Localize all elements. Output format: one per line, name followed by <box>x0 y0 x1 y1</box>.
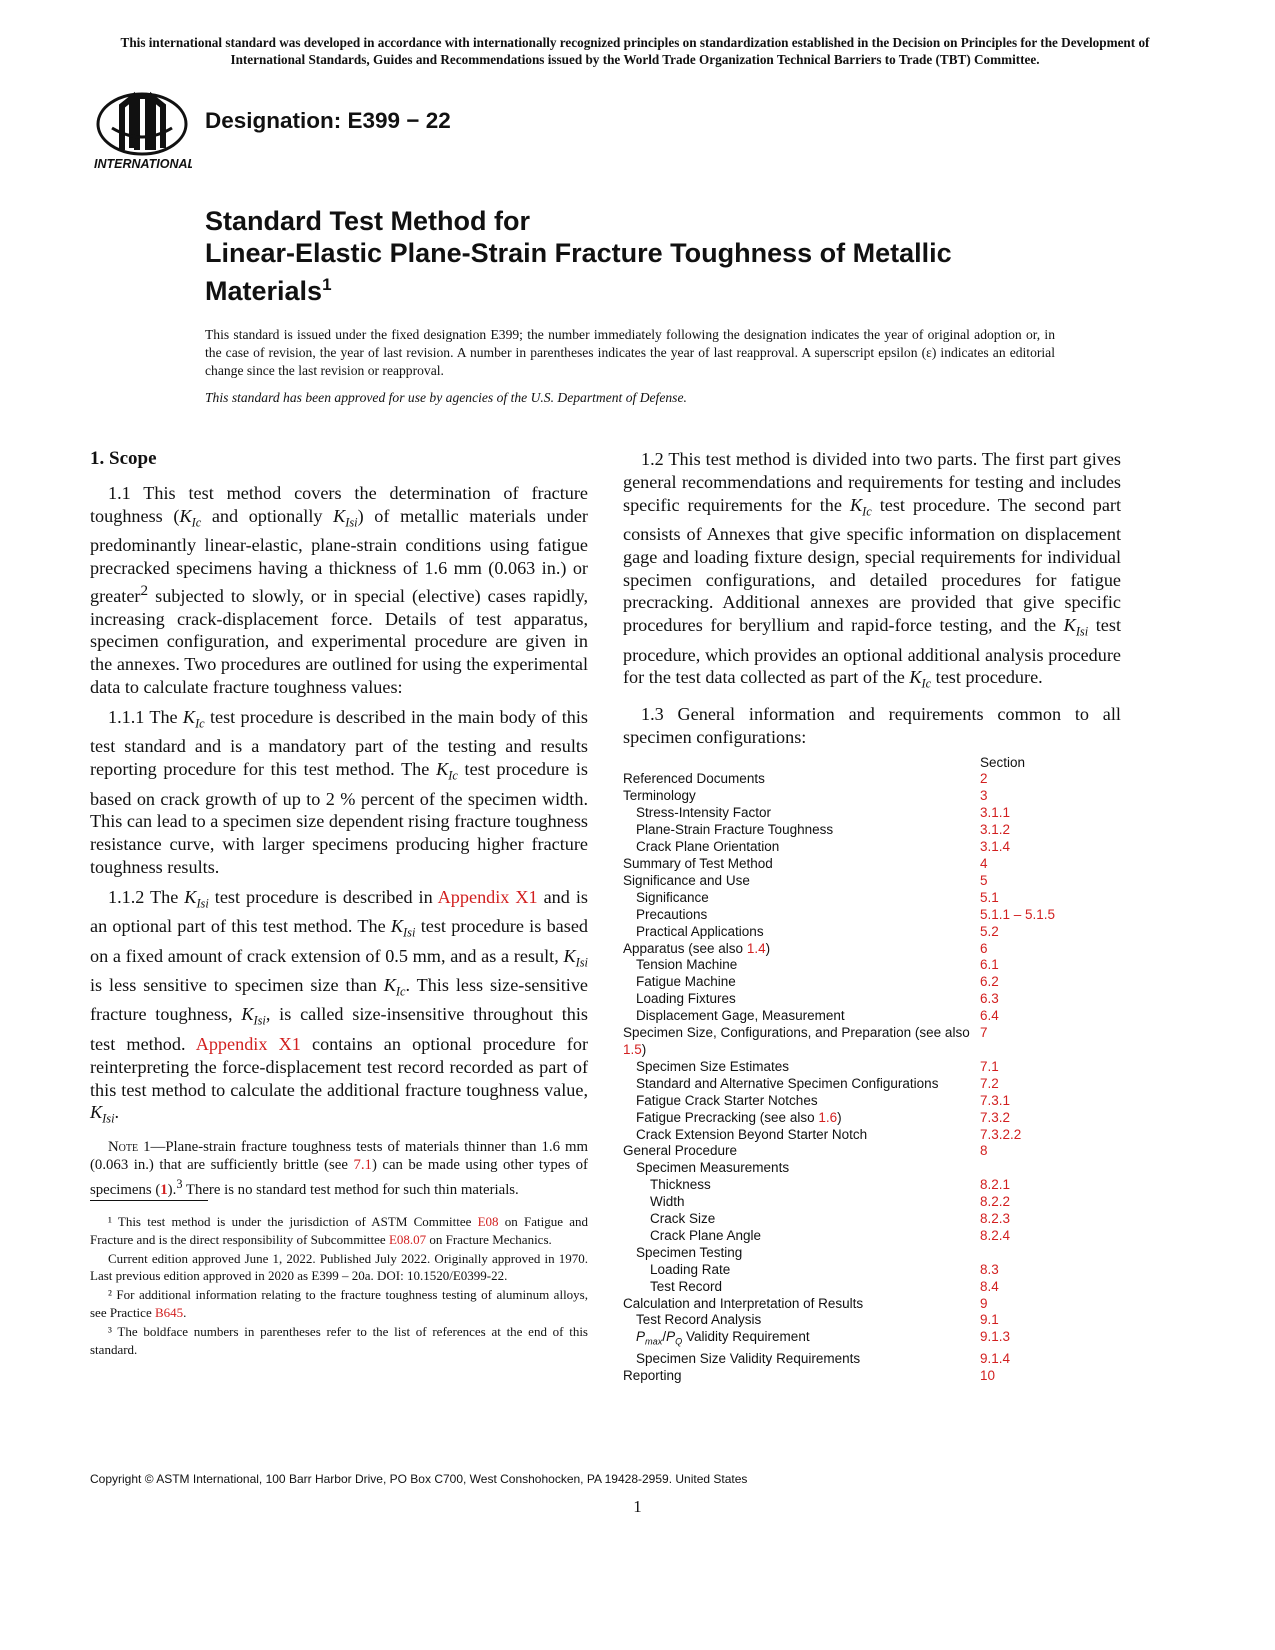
toc-row <box>623 822 1121 839</box>
toc-section-link[interactable]: 9 <box>980 1295 988 1311</box>
toc-inline-link[interactable]: 1.5 <box>623 1041 642 1057</box>
toc-section-link[interactable]: 7.3.2 <box>980 1109 1011 1125</box>
toc-row <box>623 1368 1121 1385</box>
toc-inline-link[interactable]: 1.6 <box>818 1109 838 1125</box>
toc-section-link[interactable]: 8.2.1 <box>980 1177 1011 1193</box>
toc-label: Crack Size <box>650 1211 716 1227</box>
toc-label: Crack Plane Orientation <box>636 839 780 855</box>
toc-section-link[interactable]: 10 <box>980 1367 996 1383</box>
toc-row <box>623 805 1121 822</box>
toc-section-link[interactable]: 5.1 <box>980 889 999 905</box>
approved-note: This standard has been approved for use by agencies of the U.S. Department of Defense. <box>205 390 687 405</box>
toc-label: Tension Machine <box>636 957 738 973</box>
top-notice: This international standard was developed in accordance with internationally recognized principles on standardization established in the Decision on Principles for the Development of International Standards, Guides and Recommendations issued by the World Trade Organization Technical Barriers to Trade (TBT) Committee. <box>120 35 1150 67</box>
toc-section-link[interactable]: 5 <box>980 872 988 888</box>
toc-row <box>623 1059 1121 1076</box>
toc-label: Stress-Intensity Factor <box>636 805 772 821</box>
toc-section-link[interactable]: 3.1.2 <box>980 822 1011 838</box>
issued-note: This standard is issued under the fixed designation E399; the number immediately following the designation indicates the year of original adoption or, in the case of revision, the year of last revision. A number in parentheses indicates the year of last reapproval. A superscript epsilon (ε) indicates an editorial change since the last revision or reapproval. <box>205 327 1055 378</box>
toc-section-link[interactable]: 2 <box>980 771 988 787</box>
toc-section-link[interactable]: 6.4 <box>980 1008 999 1024</box>
toc-row <box>623 1177 1121 1194</box>
footnote-1: ¹ This test method is under the jurisdiction of ASTM Committee E08 on Fatigue and Fracture and is the direct responsibility of Subcommittee E08.07 on Fracture Mechanics. <box>90 1214 588 1247</box>
footnote-3: ³ The boldface numbers in parentheses refer to the list of references at the end of this standard. <box>90 1323 588 1357</box>
toc-label: Standard and Alternative Specimen Configurations <box>636 1075 939 1091</box>
toc-section-link[interactable]: 8.4 <box>980 1278 999 1294</box>
toc-section-link[interactable]: 7.2 <box>980 1075 999 1091</box>
section-table <box>623 771 1121 1384</box>
toc-label: Displacement Gage, Measurement <box>636 1008 845 1024</box>
paragraph-1-1: 1.1 This test method covers the determination of fracture toughness ($K_{Ic}$ and optionally $K_{Isi}$) of metallic materials under predominantly linear-elastic, plane-strain conditions using fatigue precracked specimens having a thickness of 1.6 mm (0.063 in.) or greater$^2$ subjected to slowly, or in special (elective) cases rapidly, increasing crack-displacement force. Details of test apparatus, specimen configuration, and experimental procedure are given in the annexes. Two procedures are outlined for using the experimental data to calculate fracture toughness values: <box>90 483 588 698</box>
toc-row <box>623 974 1121 991</box>
toc-section-link[interactable]: 7 <box>980 1025 988 1041</box>
toc-row <box>623 1076 1121 1093</box>
toc-section-link[interactable]: 9.1 <box>980 1312 999 1328</box>
toc-section-link[interactable]: 4 <box>980 856 988 872</box>
footnotes <box>90 1213 588 1359</box>
title-line-1: Standard Test Method for <box>205 206 531 236</box>
toc-label: Specimen Size Validity Requirements <box>636 1350 861 1366</box>
toc-section-link[interactable]: 9.1.3 <box>980 1329 1011 1345</box>
footnote-2: ² For additional information relating to the fracture toughness testing of aluminum alloys, see Practice B645. <box>90 1287 588 1320</box>
toc-label: Terminology <box>623 788 696 804</box>
note-1: Note 1—Plane-strain fracture toughness tests of materials thinner than 1.6 mm (0.063 in.) that are sufficiently brittle (see 7.1) can be made using other types of specimens (1).$^3$ There is no standard test method for such thin materials. <box>90 1138 588 1198</box>
toc-row <box>623 1245 1121 1262</box>
toc-label: Reporting <box>623 1367 682 1383</box>
toc-label: Specimen Testing <box>636 1244 743 1260</box>
toc-section-link[interactable]: 7.1 <box>980 1058 999 1074</box>
footnote-divider <box>90 1200 208 1201</box>
toc-label: Plane-Strain Fracture Toughness <box>636 822 834 838</box>
toc-label: $P_{max}/P_Q$ Validity Requirement <box>636 1329 810 1348</box>
toc-section-link[interactable]: 3 <box>980 788 988 804</box>
toc-row <box>623 1296 1121 1313</box>
toc-row <box>623 1110 1121 1127</box>
toc-label: General Procedure <box>623 1143 738 1159</box>
e08-link[interactable]: E08 <box>477 1214 499 1229</box>
astm-logo <box>92 88 192 176</box>
designation: Designation: E399 − 22 <box>205 108 451 133</box>
document-title <box>205 205 1085 307</box>
toc-section-link[interactable]: 5.1.1 – 5.1.5 <box>980 906 1056 922</box>
toc-label: Specimen Size Estimates <box>636 1058 790 1074</box>
toc-label: Loading Rate <box>650 1261 731 1277</box>
paragraph-1-1-2: 1.1.2 The $K_{Isi}$ test procedure is described in Appendix X1 and is an optional part of this test method. The $K_{Isi}$ test procedure is based on a fixed amount of crack extension of 0.5 mm, and as a result, $K_{Isi}$ is less sensitive to specimen size than $K_{Ic}$. This less size-sensitive fracture toughness, $K_{Isi}$, is called size-insensitive throughout this test method. Appendix X1 contains an optional procedure for reinterpreting the force-displacement test record recorded as part of this test method to calculate the additional fracture toughness value, $K_{Isi}$. <box>90 886 588 1126</box>
toc-label: Test Record <box>650 1278 723 1294</box>
toc-section-link[interactable]: 8.2.2 <box>980 1194 1011 1210</box>
toc-label: Fatigue Machine <box>636 974 736 990</box>
toc-row <box>623 1025 1121 1059</box>
toc-row <box>623 1262 1121 1279</box>
toc-label: Thickness <box>650 1177 711 1193</box>
appendix-x1-link[interactable]: Appendix X1 <box>437 886 538 907</box>
toc-section-link[interactable]: 8 <box>980 1143 988 1159</box>
toc-row <box>623 991 1121 1008</box>
toc-row <box>623 1093 1121 1110</box>
toc-label: Fatigue Crack Starter Notches <box>636 1092 818 1108</box>
toc-row <box>623 873 1121 890</box>
toc-label: Specimen Size, Configurations, and Preparation (see also 1.5) <box>623 1025 970 1057</box>
paragraph-1-1-1: 1.1.1 The $K_{Ic}$ test procedure is described in the main body of this test standard and is a mandatory part of the testing and results reporting procedure for this test method. The $K_{Ic}$ test procedure is based on crack growth of up to 2 % percent of the specimen width. This can lead to a specimen size dependent rising fracture toughness resistance curve, with larger specimens producing higher fracture toughness results. <box>90 706 589 877</box>
reference-1-link[interactable]: 1 <box>160 1181 168 1198</box>
toc-inline-link[interactable]: 1.4 <box>746 940 766 956</box>
toc-section-link[interactable]: 8.2.4 <box>980 1227 1011 1243</box>
toc-label: Calculation and Interpretation of Results <box>623 1295 864 1311</box>
toc-row <box>623 1160 1121 1177</box>
toc-row <box>623 771 1121 788</box>
paragraph-1-3: 1.3 General information and requirements common to all specimen configurations: <box>623 703 1121 747</box>
toc-label: Specimen Measurements <box>636 1160 790 1176</box>
toc-row <box>623 924 1121 941</box>
toc-section-link[interactable]: 3.1.1 <box>980 805 1011 821</box>
toc-section-link[interactable]: 6 <box>980 940 988 956</box>
toc-label: Crack Extension Beyond Starter Notch <box>636 1126 868 1142</box>
toc-label: Significance and Use <box>623 872 750 888</box>
toc-section-link[interactable]: 8.2.3 <box>980 1211 1011 1227</box>
toc-section-link[interactable]: 5.2 <box>980 923 999 939</box>
toc-label: Significance <box>636 889 709 905</box>
toc-row <box>623 890 1121 907</box>
toc-section-link[interactable]: 7.3.2.2 <box>980 1126 1022 1142</box>
toc-section-link[interactable]: 8.3 <box>980 1261 999 1277</box>
toc-section-link[interactable]: 6.1 <box>980 957 999 973</box>
right-column <box>623 448 1121 1385</box>
toc-section-link[interactable]: 6.2 <box>980 974 999 990</box>
left-column <box>90 448 588 1199</box>
toc-label: Crack Plane Angle <box>650 1227 762 1243</box>
svg-text:INTERNATIONAL: INTERNATIONAL <box>94 157 192 171</box>
toc-row <box>623 1279 1121 1296</box>
toc-row <box>623 1329 1121 1351</box>
page-number: 1 <box>633 1497 642 1516</box>
toc-label: Loading Fixtures <box>636 991 736 1007</box>
section-7-1-link[interactable]: 7.1 <box>353 1157 372 1174</box>
footnote-edition: Current edition approved June 1, 2022. Published July 2022. Originally approved in 1970. Last previous edition approved in 2020 as E399 – 20a. DOI: 10.1520/E0399-22. <box>90 1250 588 1284</box>
toc-label: Summary of Test Method <box>623 856 773 872</box>
toc-row <box>623 788 1121 805</box>
toc-section-link[interactable]: 7.3.1 <box>980 1092 1011 1108</box>
e08-07-link[interactable]: E08.07 <box>388 1231 427 1247</box>
toc-row <box>623 839 1121 856</box>
appendix-x1-link[interactable]: Appendix X1 <box>195 1033 301 1054</box>
toc-section-link[interactable]: 9.1.4 <box>980 1350 1011 1366</box>
scope-heading: 1. Scope <box>90 448 157 469</box>
toc-section-link[interactable]: 6.3 <box>980 991 999 1007</box>
toc-label: Apparatus (see also 1.4) <box>623 940 771 956</box>
b645-link[interactable]: B645 <box>154 1304 184 1320</box>
toc-label: Fatigue Precracking (see also 1.6) <box>636 1109 842 1125</box>
toc-label: Practical Applications <box>636 923 764 939</box>
toc-row <box>623 907 1121 924</box>
toc-row <box>623 1143 1121 1160</box>
toc-label: Referenced Documents <box>623 771 765 787</box>
paragraph-1-2: 1.2 This test method is divided into two parts. The first part gives general recommendations and requirements for testing and includes specific requirements for the $K_{Ic}$ test procedure. The second part consists of Annexes that give specific information on displacement gage and loading fixture design, special requirements for individual specimen configurations, and detailed procedures for fatigue precracking. Additional annexes are provided that give specific procedures for beryllium and rapid-force testing, and the $K_{Isi}$ test procedure, which provides an optional additional analysis procedure for the test data collected as part of the $K_{Ic}$ test procedure. <box>623 449 1121 692</box>
title-line-2: Linear-Elastic Plane-Strain Fracture Toughness of Metallic Materials$^1$ <box>205 238 952 306</box>
toc-row <box>623 1127 1121 1144</box>
toc-label: Test Record Analysis <box>636 1312 762 1328</box>
toc-label: Precautions <box>636 906 708 922</box>
toc-section-header: Section <box>980 755 1026 771</box>
toc-row <box>623 1228 1121 1245</box>
toc-row <box>623 856 1121 873</box>
toc-row <box>623 1351 1121 1368</box>
toc-row <box>623 1194 1121 1211</box>
toc-row <box>623 1008 1121 1025</box>
toc-label: Width <box>650 1194 685 1210</box>
toc-row <box>623 957 1121 974</box>
toc-row <box>623 1312 1121 1329</box>
toc-row <box>623 941 1121 958</box>
toc-row <box>623 1211 1121 1228</box>
toc-section-link[interactable]: 3.1.4 <box>980 839 1011 855</box>
copyright: Copyright © ASTM International, 100 Barr Harbor Drive, PO Box C700, West Conshohocken, PA 19428-2959. United States <box>90 1472 748 1486</box>
